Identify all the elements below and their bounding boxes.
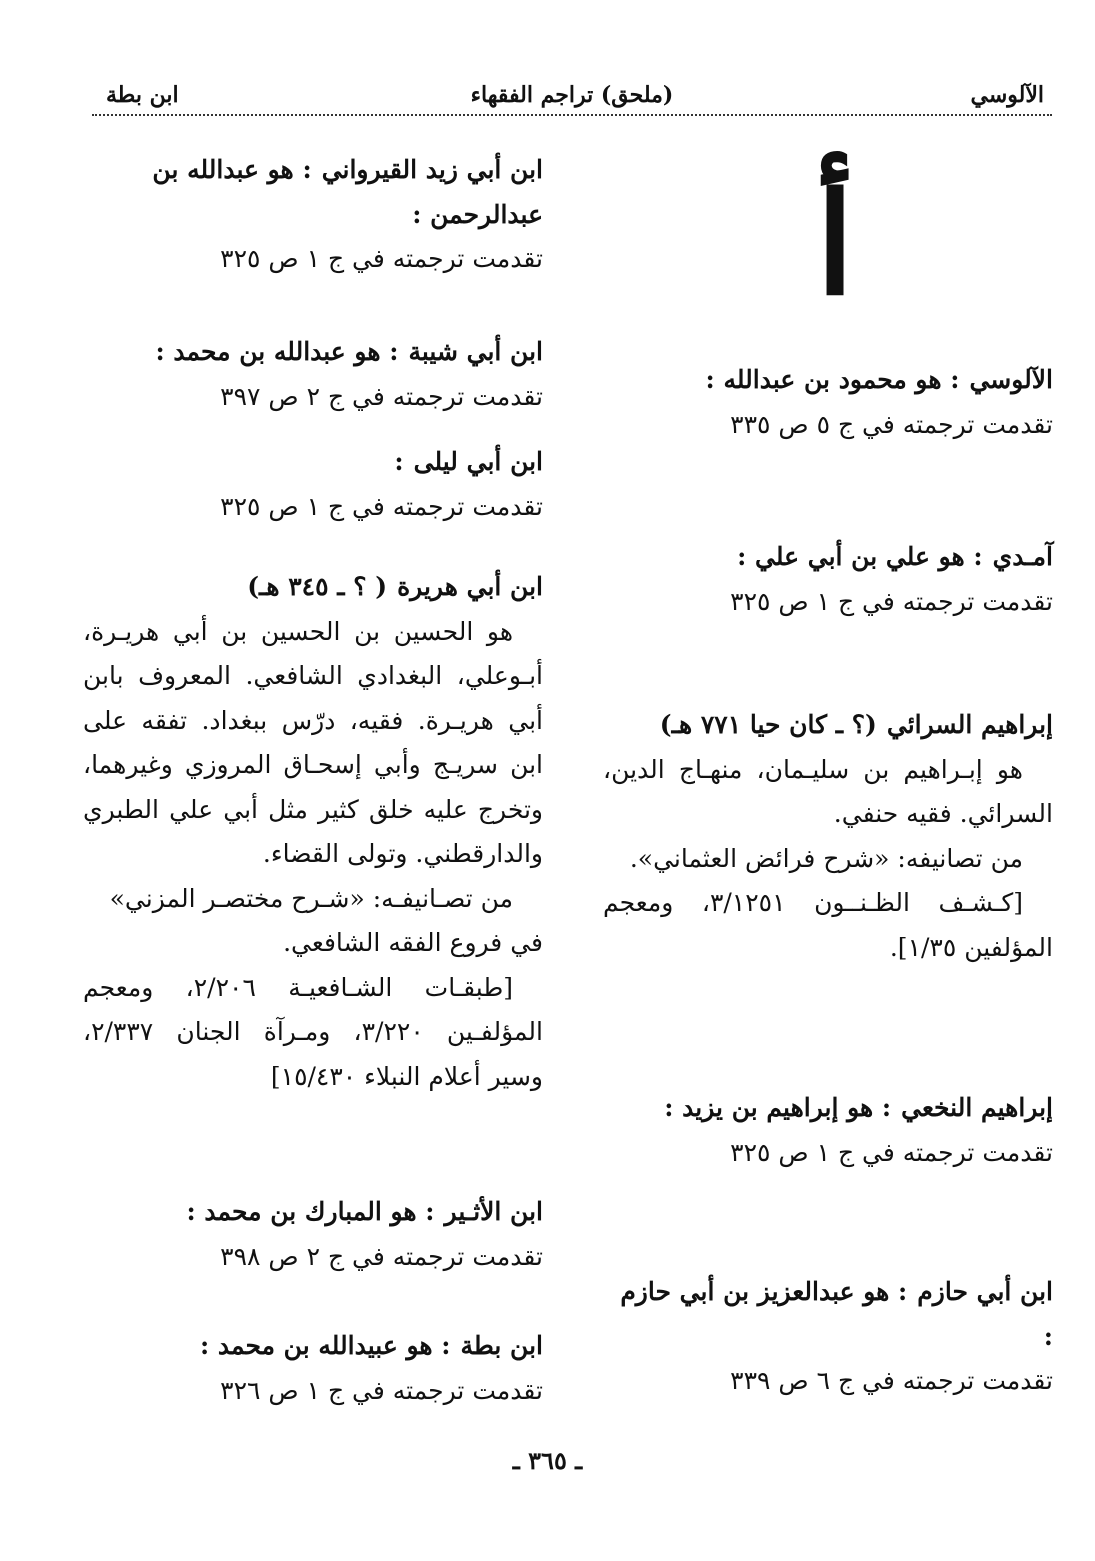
entry-works: من تصانيفه: «شرح فرائض العثماني».	[629, 843, 1023, 873]
header-first-entry: الآلوسي	[970, 82, 1044, 108]
section-letter: أ	[815, 163, 855, 327]
entry-desc: : هو عبدالله بن محمد :	[155, 337, 399, 366]
entry-alusi	[603, 358, 1053, 447]
entry-name: ابن بطة	[460, 1331, 543, 1360]
entry-ibn-abi-hazim	[603, 1270, 1053, 1404]
header-last-entry: ابن بطة	[106, 82, 179, 108]
header-title: (ملحق) تراجم الفقهاء	[470, 82, 674, 108]
entry-ref: تقدمت ترجمته في ج ٢ ص ٣٩٧	[220, 381, 543, 411]
entry-sources: [كـشـف الظـنــون ٣/١٢٥١، ومعجم المؤلفين ١/٣٥].	[603, 888, 1053, 962]
entry-ref: تقدمت ترجمته في ج ٥ ص ٣٣٥	[730, 409, 1053, 439]
entry-name: ابن أبي حازم	[917, 1277, 1053, 1306]
entry-desc: : هو علي بن أبي علي :	[737, 542, 983, 571]
entry-ibn-al-athir	[83, 1190, 543, 1279]
entry-desc: : هو عبدالله بن عبدالرحمن :	[152, 155, 543, 229]
page-number: ـ ٣٦٥ ـ	[512, 1446, 583, 1475]
entry-ibn-abi-zayd	[83, 148, 543, 282]
entry-ref: تقدمت ترجمته في ج ١ ص ٣٢٥	[730, 1137, 1053, 1167]
entry-ref: تقدمت ترجمته في ج ١ ص ٣٢٥	[730, 586, 1053, 616]
entry-ibrahim-nakhai	[603, 1086, 1053, 1175]
entry-amidi	[603, 535, 1053, 624]
entry-name: آمـدي	[992, 542, 1053, 571]
entry-name: الآلوسي	[969, 365, 1053, 394]
running-header	[92, 74, 1052, 116]
entry-desc: : هو عبيدالله بن محمد :	[199, 1331, 451, 1360]
entry-ref: تقدمت ترجمته في ج ١ ص ٣٢٦	[220, 1375, 543, 1405]
entry-dates: ( ؟ ـ ٣٤٥ هـ)	[247, 572, 388, 601]
entry-works: من تصـانيفـه: «شـرح مختصـر المزني» في فروع الفقه الشافعي.	[109, 883, 543, 957]
entry-name: ابن أبي ليلى	[413, 447, 543, 476]
entry-sources: [طبقـات الشـافعيـة ٢/٢٠٦، ومعجم المؤلفـين ٣/٢٢٠، ومـرآة الجنان ٢/٣٣٧، وسير أعلام النبلاء ١٥/٤٣٠]	[83, 972, 543, 1091]
entry-bio: هو الحسين بن الحسين بن أبي هريـرة، أبـوعلي، البغدادي الشافعي. المعروف بابن أبي هريـرة. فقيه، درّس ببغداد. تفقه على ابن سريـج وأبي إسحـاق المروزي وغيرهما، وتخرج عليه خلق كثير مثل أبي علي الطبري والدارقطني. وتولى القضاء.	[83, 616, 543, 868]
entry-name: إبراهيم النخعي	[901, 1093, 1053, 1122]
entry-name: ابن أبي هريرة	[397, 572, 543, 601]
entry-ibn-abi-hurayra	[83, 565, 543, 1099]
entry-name: إبراهيم السرائي	[886, 710, 1053, 739]
entry-desc: : هو إبراهيم بن يزيد :	[664, 1093, 892, 1122]
entry-dates: (؟ ـ كان حيا ٧٧١ هـ)	[659, 710, 877, 739]
entry-ref: تقدمت ترجمته في ج ٢ ص ٣٩٨	[220, 1241, 543, 1271]
entry-ibrahim-sarai	[603, 703, 1053, 970]
entry-desc: : هو محمود بن عبدالله :	[705, 365, 960, 394]
entry-ref: تقدمت ترجمته في ج ١ ص ٣٢٥	[220, 491, 543, 521]
entry-ibn-batta	[83, 1324, 543, 1413]
entry-name: ابن أبي زيد القيرواني	[321, 155, 543, 184]
entry-bio: هو إبـراهيم بن سليـمان، منهـاج الدين، السرائي. فقيه حنفي.	[603, 754, 1053, 828]
entry-ibn-abi-shayba	[83, 330, 543, 419]
entry-desc: : هو المبارك بن محمد :	[186, 1197, 435, 1226]
entry-desc: : هو عبدالعزيز بن أبي حازم :	[620, 1277, 1053, 1351]
entry-ref: تقدمت ترجمته في ج ٦ ص ٣٣٩	[730, 1366, 1053, 1395]
entry-name: ابن أبي شيبة	[408, 337, 543, 366]
entry-ref: تقدمت ترجمته في ج ١ ص ٣٢٥	[220, 244, 543, 273]
entry-ibn-abi-layla	[83, 440, 543, 529]
entry-desc: :	[394, 447, 404, 476]
entry-name: ابن الأثـير	[444, 1197, 543, 1226]
